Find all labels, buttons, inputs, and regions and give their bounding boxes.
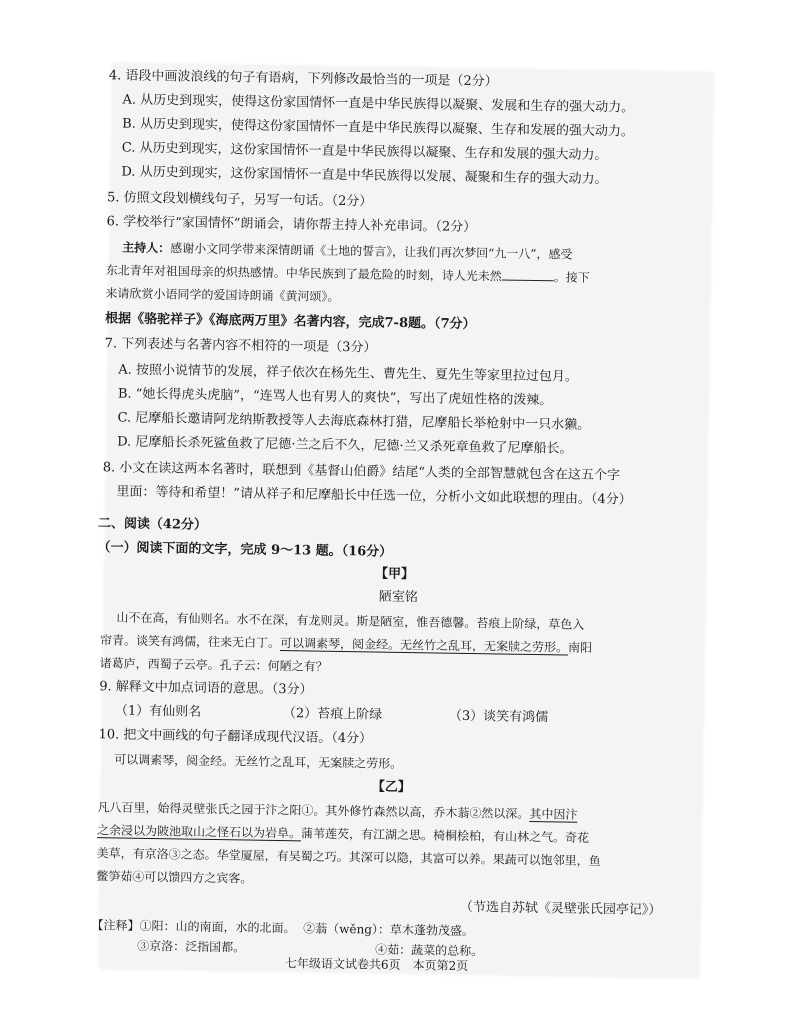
q9-item3: （3）谈笑有鸿儒 (448, 708, 549, 726)
q7-option-a: A. 按照小说情节的发展，祥子依次在杨先生、曹先生、夏先生等家里拉过包月。 (118, 362, 579, 385)
yi-line1-a: 凡八百里，始得灵壁张氏之园于汴之阳①。其外修竹森然以高，乔木蓊②然以深。 (97, 800, 530, 821)
jia-label: 【甲】 (374, 566, 415, 583)
q4-option-d: D. 从历史到现实，这份家国情怀一直是中华民族得以发展、凝聚和生存的强大动力。 (121, 164, 608, 188)
q6-line1 (122, 239, 573, 264)
q8-line2: 里面：等待和希望！”请从祥子和尼摩船长中任选一位，分析小文如此联想的理由。（4分） (116, 484, 632, 508)
note-4: ④茹：蔬菜的总称。 (375, 942, 484, 959)
jia-underlined-sentence: 可以调素琴，阅金经。无丝竹之乱耳，无案牍之劳形。 (279, 636, 569, 655)
q5-stem: 5. 仿照文段划横线句子，另写一句话。（2分） (106, 190, 373, 210)
q4-stem: 4. 语段中画波浪线的句子有语病，下列修改最恰当的一项是（2分） (108, 68, 498, 90)
q6-text2a: 东北青年对祖国母亲的炽热感情。中华民族到了最危险的时刻，诗人光未然 (105, 263, 502, 284)
q9-item2: （2）苔痕上阶绿 (282, 706, 383, 723)
note-3: ③京洛：泛指国都。 (137, 938, 246, 955)
jia-line2 (100, 631, 592, 657)
q9-stem: 9. 解释文中加点词语的意思。（3分） (99, 679, 313, 698)
page-footer: 七年级语文试卷共6页 本页第2页 (284, 956, 469, 974)
q7-option-d: D. 尼摩船长杀死鲨鱼救了尼德·兰之后不久，尼德·兰又杀死章鱼救了尼摩船长。 (117, 434, 573, 457)
yi-line1 (97, 798, 577, 824)
q7-option-b: B. “她长得虎头虎脑”，“连骂人也有男人的爽快”，写出了虎妞性格的泼辣。 (117, 386, 553, 409)
q6-text1: 感谢小文同学带来深情朗诵《土地的誓言》，让我们再次梦回“九一八”，感受 (170, 241, 573, 262)
q8-line1: 8. 小文在读这两本名著时，联想到《基督山伯爵》结尾“人类的全部智慧就包含在这五个字 (102, 460, 620, 484)
q10-stem: 10. 把文中画线的句子翻译成现代汉语。（4分） (98, 727, 373, 747)
yi-line1-b: 其中因汴 (529, 806, 578, 822)
q4-option-c: C. 从历史到现实，这份家国情怀一直是中华民族得以凝聚、生存和发展的强大动力。 (121, 140, 608, 164)
q7-stem: 7. 下列表述与名著内容不相符的一项是（3分） (104, 336, 377, 356)
yi-line3: 美草，有京洛③之态。华堂厦屋，有吴蜀之巧。其深可以隐，其富可以养。果蔬可以饱邻里，鱼 (96, 846, 601, 869)
q9-item1: （1）有仙则名 (114, 703, 202, 720)
answer-blank[interactable] (502, 267, 554, 281)
part-one-header: （一）阅读下面的文字，完成 9～13 题。（16分） (97, 540, 393, 560)
yi-line4: 鳖笋茹④可以馈四方之宾客。 (96, 869, 253, 886)
q6-line3: 来请欣赏小语同学的爱国诗朗诵《黄河颂》。 (105, 286, 340, 304)
classics-header: 根据《骆驼祥子》《海底两万里》名著内容，完成7-8题。（7分） (104, 311, 476, 333)
q7-option-c: C. 尼摩船长邀请阿龙纳斯教授等人去海底森林打猎，尼摩船长举枪射中一只水獭。 (117, 410, 591, 433)
notes-label: 【注释】 (91, 918, 140, 933)
exam-page (91, 63, 713, 977)
q4-option-b: B. 从历史到现实，使得这份家国情怀一直是中华民族得以凝聚、生存和发展的强大动力。 (122, 116, 635, 140)
q10-sentence: 可以调素琴，阅金经。无丝竹之乱耳，无案牍之劳形。 (114, 752, 403, 771)
host-label: 主持人： (122, 240, 171, 256)
jia-title: 陋室铭 (378, 589, 418, 606)
jia-line1: 山不在高，有仙则名。水不在深，有龙则灵。斯是陋室，惟吾德馨。苔痕上阶绿，草色入 (116, 610, 585, 632)
yi-underlined-sentence: 之余浸以为陂池取山之怪石以为岩阜。 (96, 823, 302, 841)
section-reading: 二、阅读（42分） (97, 516, 208, 533)
jia-line3: 诸葛庐，西蜀子云亭。孔子云：何陋之有？ (99, 656, 328, 674)
yi-label: 【乙】 (371, 779, 411, 796)
jia-line2-a: 帘青。谈笑有鸿儒，往来无白丁。 (99, 633, 281, 651)
source-citation: （节选自苏轼《灵壁张氏园亭记》） (459, 899, 662, 919)
q4-option-a: A. 从历史到现实，使得这份家国情怀一直是中华民族得以凝聚、发展和生存的强大动力。 (122, 92, 635, 116)
yi-line2-b: 蒲苇莲芡，有江湖之思。椅桐桧柏，有山林之气。奇花 (300, 826, 590, 845)
q6-line2 (106, 261, 590, 287)
note-2: ②蓊（wěng）：草木蓬勃茂盛。 (303, 921, 475, 939)
q6-stem: 6. 学校举行“家国情怀”朗诵会，请你帮主持人补充串词。（2分） (106, 214, 477, 236)
jia-line2-c: 南阳 (567, 640, 593, 655)
note-1: ①阳：山的南面，水的北面。 (139, 918, 296, 936)
yi-line2 (97, 821, 589, 847)
q6-text2b: 。接下 (553, 270, 590, 285)
